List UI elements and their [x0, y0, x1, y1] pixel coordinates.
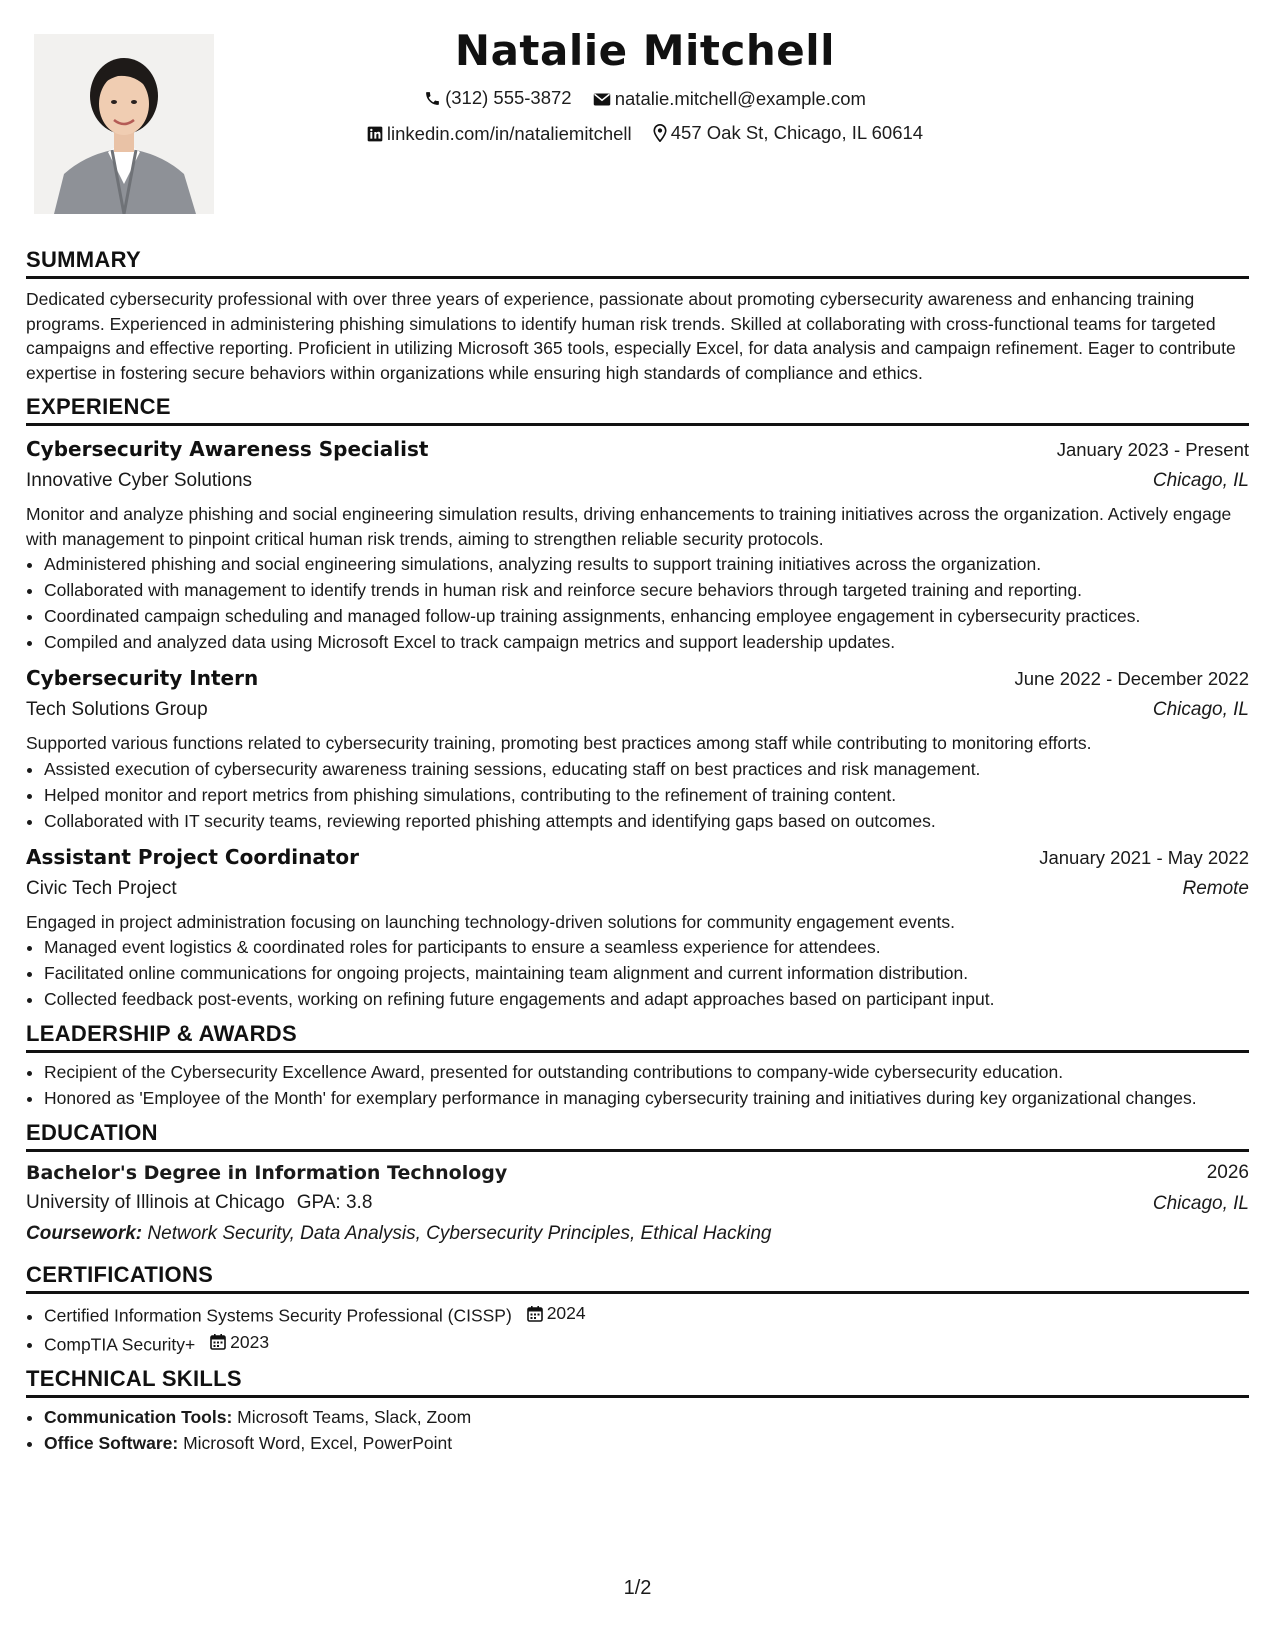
- street-address: 457 Oak St, Chicago, IL 60614: [670, 121, 924, 143]
- company-name: Innovative Cyber Solutions: [26, 470, 253, 491]
- phone-icon: [424, 90, 441, 107]
- skill-category: Office Software:: [44, 1433, 179, 1453]
- section-title: SUMMARY: [26, 246, 1249, 279]
- list-item: • Helped monitor and report metrics from phishing simulations, contributing to the refinement of training content.: [44, 782, 1249, 808]
- certification-year: 2024: [546, 1303, 586, 1323]
- job-description: Supported various functions related to cybersecurity training, promoting best practices among staff while contributing to monitoring efforts.: [26, 733, 1092, 753]
- coursework: [26, 1219, 1249, 1249]
- list-item: • Honored as 'Employee of the Month' for exemplary performance in managing cybersecurity training and initiatives during key organizational changes.: [44, 1085, 1249, 1111]
- job-location: Remote: [1182, 877, 1249, 899]
- map-pin-icon: [653, 124, 667, 142]
- education-location: Chicago, IL: [1152, 1193, 1249, 1214]
- company-name: Civic Tech Project: [26, 877, 177, 899]
- list-item: • Recipient of the Cybersecurity Excellence Award, presented for outstanding contributions to company-wide cybersecurity education.: [44, 1059, 1249, 1085]
- calendar-icon: [527, 1305, 543, 1322]
- job-title: Cybersecurity Intern: [26, 666, 259, 690]
- leadership-section: [26, 1020, 1249, 1111]
- list-item: • Coordinated campaign scheduling and managed follow-up training assignments, enhancing employee engagement in cybersecurity practices.: [44, 603, 1249, 629]
- gpa: GPA: 3.8: [296, 1192, 373, 1213]
- job-description: Monitor and analyze phishing and social engineering simulation results, driving enhancements to training initiatives across the organization. Actively engage with management to pinpoint critical human risk trends, aiming to strengthen reliable security protocols.: [26, 504, 1232, 549]
- list-item: • Administered phishing and social engineering simulations, analyzing results to support training initiatives across the organization.: [44, 551, 1249, 577]
- candidate-name: Natalie Mitchell: [454, 26, 836, 75]
- degree-title: Bachelor's Degree in Information Technology: [26, 1162, 508, 1184]
- graduation-year: 2026: [1206, 1162, 1249, 1183]
- job-title: Cybersecurity Awareness Specialist: [26, 437, 429, 461]
- job-dates: January 2021 - May 2022: [1039, 846, 1249, 868]
- job-location: Chicago, IL: [1152, 470, 1249, 491]
- summary-text: Dedicated cybersecurity professional with over three years of experience, passionate about promoting cybersecurity awareness and enhancing training programs. Experienced in administering phishing simulations to identify human risk trends. Skilled at collaborating with cross-functional teams for targeted campaigns and effective reporting. Proficient in utilizing Microsoft 365 tools, especially Excel, for data analysis and campaign refinement. Eager to contribute expertise in fostering secure behaviors within organizations while ensuring high standards of compliance and ethics.: [26, 289, 1236, 383]
- section-title: EDUCATION: [26, 1119, 1249, 1152]
- list-item: • Collaborated with IT security teams, reviewing reported phishing attempts and identifying gaps based on outcomes.: [44, 808, 1249, 834]
- list-item: • Facilitated online communications for ongoing projects, maintaining team alignment and current information distribution.: [44, 960, 1249, 986]
- list-item: • Compiled and analyzed data using Microsoft Excel to track campaign metrics and support leadership updates.: [44, 629, 1249, 655]
- linkedin-icon: [367, 126, 383, 142]
- section-title: TECHNICAL SKILLS: [26, 1365, 1249, 1398]
- list-item: • Collected feedback post-events, working on refining future engagements and adapt approaches based on participant input.: [44, 986, 1249, 1012]
- contact-line-1: [250, 82, 1040, 117]
- envelope-icon: [593, 92, 611, 107]
- linkedin-url[interactable]: linkedin.com/in/nataliemitchell: [386, 122, 632, 144]
- certifications-list: [26, 1300, 1249, 1357]
- list-item: [44, 1404, 1249, 1430]
- skill-category: Communication Tools:: [44, 1407, 233, 1427]
- job-location: Chicago, IL: [1152, 699, 1249, 720]
- list-item: [44, 1430, 1249, 1456]
- skills-list: [26, 1404, 1249, 1456]
- profile-photo: [34, 34, 214, 214]
- skill-values: Microsoft Teams, Slack, Zoom: [237, 1407, 472, 1427]
- page-number: 1/2: [623, 1577, 652, 1599]
- job-bullets: [26, 934, 1249, 1012]
- resume-content: [26, 246, 1249, 1464]
- university-name: University of Illinois at Chicago: [26, 1192, 285, 1213]
- job-dates: June 2022 - December 2022: [1014, 668, 1249, 689]
- coursework-label: Coursework:: [26, 1223, 143, 1244]
- job-bullets: [26, 756, 1249, 834]
- awards-list: [26, 1059, 1249, 1111]
- list-item: • Collaborated with management to identify trends in human risk and reinforce secure behaviors through targeted training and reporting.: [44, 577, 1249, 603]
- email-contact[interactable]: [593, 83, 866, 115]
- email-address[interactable]: natalie.mitchell@example.com: [614, 88, 866, 109]
- phone-contact: [424, 82, 572, 114]
- list-item: [44, 1300, 1249, 1329]
- list-item: • Assisted execution of cybersecurity awareness training sessions, educating staff on best practices and risk management.: [44, 756, 1249, 782]
- skill-values: Microsoft Word, Excel, PowerPoint: [183, 1433, 453, 1453]
- resume-header: [250, 20, 1040, 152]
- linkedin-contact[interactable]: [367, 118, 632, 150]
- calendar-icon: [210, 1333, 226, 1350]
- skills-section: [26, 1365, 1249, 1456]
- job-description: Engaged in project administration focusing on launching technology-driven solutions for community engagement events.: [26, 911, 956, 932]
- experience-section: [26, 393, 1249, 1012]
- section-title: EXPERIENCE: [26, 393, 1249, 426]
- job-entry: [26, 434, 1249, 655]
- list-item: • Managed event logistics & coordinated roles for participants to ensure a seamless experience for attendees.: [44, 934, 1249, 960]
- job-entry: [26, 663, 1249, 834]
- section-title: LEADERSHIP & AWARDS: [26, 1020, 1249, 1053]
- address-contact: [653, 117, 923, 149]
- summary-section: [26, 246, 1249, 385]
- phone-number: (312) 555-3872: [445, 87, 572, 108]
- coursework-list: Network Security, Data Analysis, Cybersecurity Principles, Ethical Hacking: [147, 1223, 772, 1244]
- education-section: [26, 1119, 1249, 1249]
- job-entry: [26, 842, 1249, 1013]
- certification-name: CompTIA Security+: [44, 1334, 196, 1354]
- job-title: Assistant Project Coordinator: [26, 844, 360, 869]
- section-title: CERTIFICATIONS: [26, 1261, 1249, 1294]
- list-item: [44, 1329, 1249, 1358]
- contact-line-2: [250, 117, 1040, 152]
- certification-year: 2023: [230, 1331, 270, 1352]
- job-dates: January 2023 - Present: [1056, 439, 1249, 460]
- company-name: Tech Solutions Group: [26, 699, 208, 720]
- certification-name: Certified Information Systems Security Professional (CISSP): [44, 1305, 512, 1326]
- certifications-section: [26, 1261, 1249, 1357]
- job-bullets: [26, 551, 1249, 655]
